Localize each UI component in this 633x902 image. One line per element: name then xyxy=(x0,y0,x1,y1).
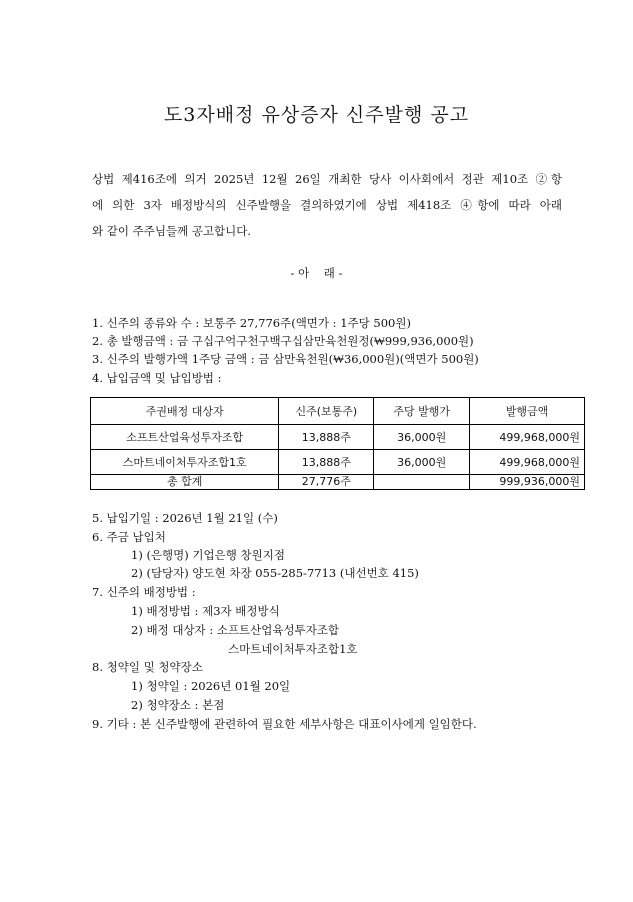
item-8-subscription: 8. 청약일 및 청약장소 xyxy=(92,660,203,674)
column-header: 주권배정 대상자 xyxy=(91,398,279,425)
allocation-table xyxy=(90,397,585,490)
item-6-contact: 2) (담당자) 양도현 차장 055-285-7713 (내선번호 415) xyxy=(131,566,419,580)
column-header: 발행금액 xyxy=(470,398,585,425)
table-cell: 27,776주 xyxy=(279,475,374,490)
table-cell: 36,000원 xyxy=(374,450,470,475)
table-cell xyxy=(374,475,470,490)
below-label: - 아 래 - xyxy=(290,266,343,280)
item-9-other: 9. 기타 : 본 신주발행에 관련하여 필요한 세부사항은 대표이사에게 일임한다. xyxy=(92,717,477,731)
table-cell: 13,888주 xyxy=(279,425,374,450)
item-7-recipient-2: 스마트네이처투자조합1호 xyxy=(228,642,358,656)
item-7-recipients: 2) 배정 대상자 : 소프트산업육성투자조합 xyxy=(131,623,340,637)
intro-line-2: 에 의한 3자 배정방식의 신주발행을 결의하였기에 상법 제418조 ④항에 따라 아래 xyxy=(92,198,562,212)
item-3-issue-price: 3. 신주의 발행가액 1주당 금액 : 금 삼만육천원(₩36,000원)(액면가 500원) xyxy=(92,352,479,366)
item-6-payment-place: 6. 주금 납입처 xyxy=(92,530,166,544)
item-7-allocation-method: 7. 신주의 배정방법 : xyxy=(92,585,196,599)
table-cell: 499,968,000원 xyxy=(470,425,585,450)
page-title: 도3자배정 유상증자 신주발행 공고 xyxy=(163,104,470,126)
intro-line-1: 상법 제416조에 의거 2025년 12월 26일 개최한 당사 이사회에서 정관 제10조 ②항 xyxy=(92,172,562,186)
item-8-date: 1) 청약일 : 2026년 01월 20일 xyxy=(131,679,291,693)
item-1-share-type: 1. 신주의 종류와 수 : 보통주 27,776주(액면가 : 1주당 500원) xyxy=(92,316,411,330)
column-header: 신주(보통주) xyxy=(279,398,374,425)
table-row xyxy=(91,425,585,450)
item-7-method: 1) 배정방법 : 제3자 배정방식 xyxy=(131,604,280,618)
table-cell: 999,936,000원 xyxy=(470,475,585,490)
table-cell: 499,968,000원 xyxy=(470,450,585,475)
table-cell: 스마트네이처투자조합1호 xyxy=(91,450,279,475)
table-header-row xyxy=(91,398,585,425)
item-6-bank: 1) (은행명) 기업은행 창원지점 xyxy=(131,548,285,562)
intro-paragraph xyxy=(92,166,562,244)
item-4-payment-method: 4. 납입금액 및 납입방법 : xyxy=(92,371,222,385)
intro-line-3: 와 같이 주주님들께 공고합니다. xyxy=(92,224,252,238)
item-8-place: 2) 청약장소 : 본점 xyxy=(131,698,225,712)
column-header: 주당 발행가 xyxy=(374,398,470,425)
table-cell: 36,000원 xyxy=(374,425,470,450)
table-cell: 13,888주 xyxy=(279,450,374,475)
table-cell: 소프트산업육성투자조합 xyxy=(91,425,279,450)
table-total-row xyxy=(91,475,585,490)
item-2-total-amount: 2. 총 발행금액 : 금 구십구억구천구백구십삼만육천원정(₩999,936,000원) xyxy=(92,334,474,348)
item-5-payment-date: 5. 납입기일 : 2026년 1월 21일 (수) xyxy=(92,511,278,525)
table-cell: 총 합계 xyxy=(91,475,279,490)
table-row xyxy=(91,450,585,475)
